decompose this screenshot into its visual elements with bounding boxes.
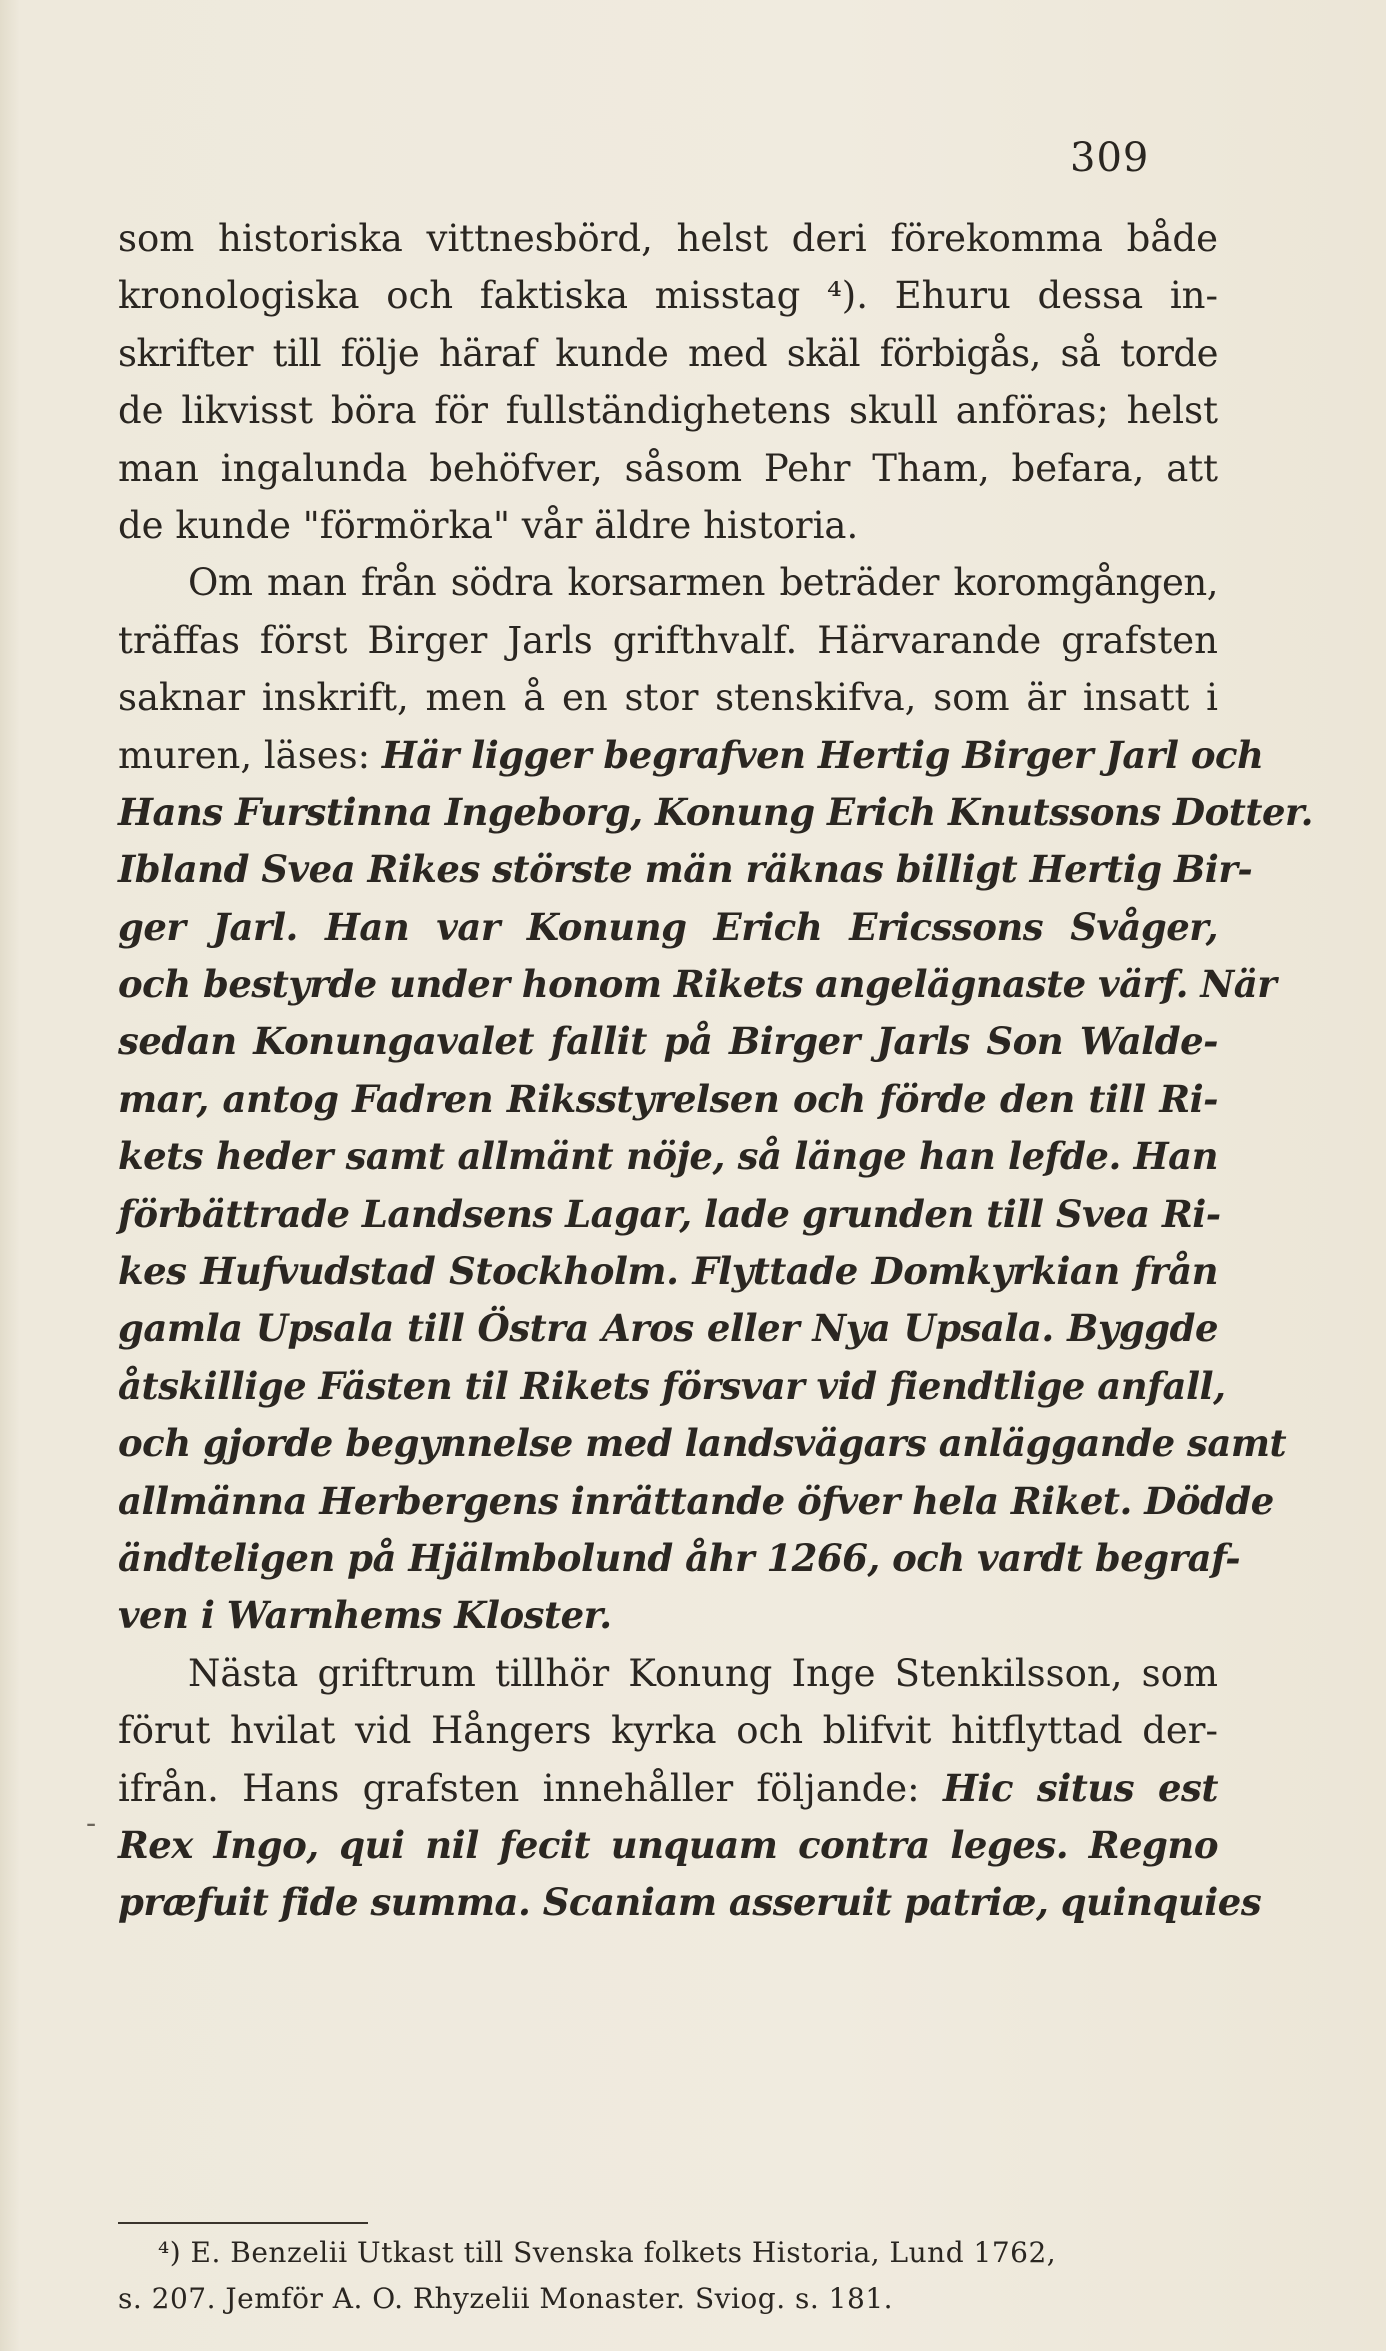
- inscription-text: Här ligger begrafven Hertig Birger Jarl och: [381, 732, 1264, 777]
- inscription-line: sedan Konungavalet fallit på Birger Jarls Son Walde-: [118, 1019, 1218, 1064]
- footnote-line: ⁴) E. Benzelii Utkast till Svenska folkets Historia, Lund 1762,: [158, 2236, 1057, 2269]
- body-text: [118, 210, 1313, 1932]
- text-line: saknar inskrift, men å en stor stenskifva, som är insatt i: [118, 676, 1218, 720]
- text-line: Nästa griftrum tillhör Konung Inge Stenkilsson, som: [188, 1651, 1218, 1695]
- inscription-line: ven i Warnhems Kloster.: [118, 1593, 612, 1638]
- inscription-line: åtskillige Fästen til Rikets försvar vid fiendtlige anfall,: [118, 1363, 1226, 1408]
- margin-dash: -: [86, 1806, 97, 1841]
- inscription-line: Hans Furstinna Ingeborg, Konung Erich Knutssons Dotter.: [118, 789, 1313, 834]
- text-line: man ingalunda behöfver, såsom Pehr Tham, befara, att: [118, 446, 1218, 490]
- text-line: förut hvilat vid Hångers kyrka och blifvit hitflyttad der-: [118, 1709, 1218, 1753]
- inscription-line: kets heder samt allmänt nöje, så länge han lefde. Han: [118, 1134, 1218, 1179]
- inscription-line: Rex Ingo, qui nil fecit unquam contra leges. Regno: [118, 1822, 1218, 1867]
- page-number: 309: [1070, 135, 1150, 181]
- footnote-line: s. 207. Jemför A. O. Rhyzelii Monaster. Sviog. s. 181.: [118, 2282, 894, 2315]
- text-fragment: muren, läses:: [118, 733, 371, 777]
- text-line: träffas först Birger Jarls grifthvalf. Härvarande grafsten: [118, 618, 1218, 662]
- inscription-line: kes Hufvudstad Stockholm. Flyttade Domkyrkian från: [118, 1249, 1218, 1294]
- text-fragment: ifrån. Hans grafsten innehåller följande:: [118, 1766, 920, 1810]
- inscription-line: ger Jarl. Han var Konung Erich Ericssons Svåger,: [118, 904, 1218, 949]
- inscription-line: ändteligen på Hjälmbolund åhr 1266, och vardt begraf-: [118, 1535, 1241, 1580]
- footnote: [118, 2230, 1208, 2322]
- inscription-line: och gjorde begynnelse med landsvägars anläggande samt: [118, 1421, 1287, 1466]
- text-line: de kunde "förmörka" vår äldre historia.: [118, 503, 859, 547]
- inscription-line: præfuit fide summa. Scaniam asseruit patriæ, quinquies: [118, 1880, 1262, 1925]
- text-line: Om man från södra korsarmen beträder koromgången,: [188, 561, 1218, 605]
- inscription-line: förbättrade Landsens Lagar, lade grunden till Svea Ri-: [118, 1191, 1221, 1236]
- text-line: [118, 727, 1264, 784]
- inscription-line: mar, antog Fadren Riksstyrelsen och förde den till Ri-: [118, 1076, 1218, 1121]
- inscription-line: allmänna Herbergens inrättande öfver hela Riket. Dödde: [118, 1478, 1274, 1523]
- text-line: [118, 1760, 1218, 1817]
- inscription-line: Ibland Svea Rikes störste män räknas billigt Hertig Bir-: [118, 847, 1253, 892]
- inscription-text: Hic situs est: [942, 1765, 1218, 1810]
- inscription-line: gamla Upsala till Östra Aros eller Nya Upsala. Byggde: [118, 1306, 1218, 1351]
- text-line: de likvisst böra för fullständighetens skull anföras; helst: [118, 389, 1218, 433]
- text-line: kronologiska och faktiska misstag ⁴). Ehuru dessa in-: [118, 274, 1218, 318]
- text-line: skrifter till följe häraf kunde med skäl förbigås, så torde: [118, 331, 1218, 375]
- inscription-line: och bestyrde under honom Rikets angelägnaste värf. När: [118, 962, 1277, 1007]
- text-line: som historiska vittnesbörd, helst deri förekomma både: [118, 217, 1218, 260]
- footnote-rule: [118, 2222, 368, 2224]
